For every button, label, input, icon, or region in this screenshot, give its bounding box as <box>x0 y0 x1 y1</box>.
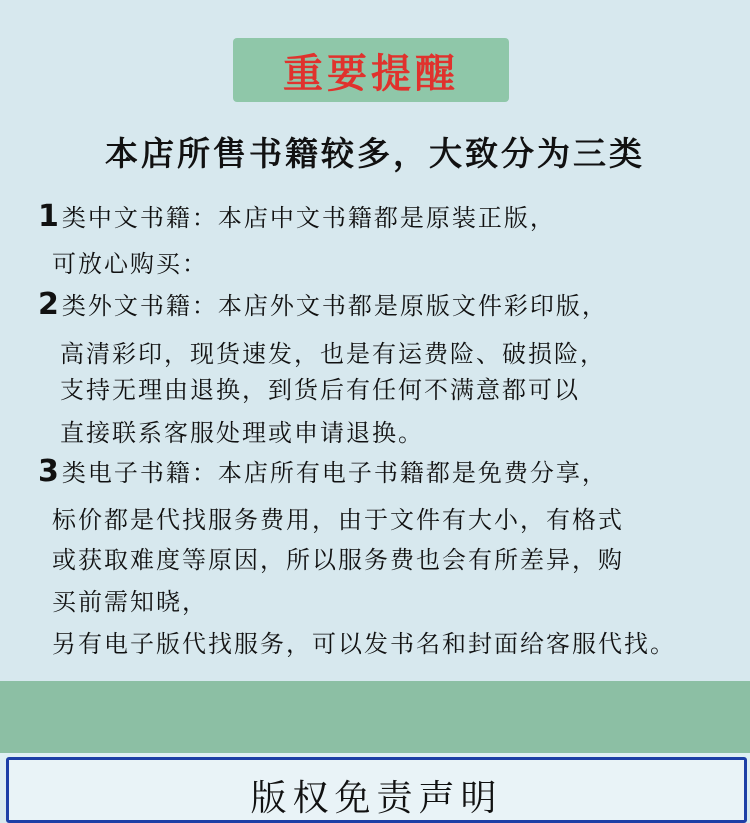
section-2-line-1 <box>38 286 608 322</box>
section-2-line-3: 支持无理由退换，到货后有任何不满意都可以 <box>60 376 580 404</box>
section-2-number: 2 <box>38 287 61 322</box>
section-2-line-2: 高清彩印，现货速发，也是有运费险、破损险， <box>60 340 606 368</box>
section-1-line-2: 可放心购买： <box>52 250 208 278</box>
section-3-line-5: 另有电子版代找服务，可以发书名和封面给客服代找。 <box>52 630 676 658</box>
section-2-line-4: 直接联系客服处理或申请退换。 <box>60 419 424 447</box>
section-2-text-1: 类外文书籍：本店外文书都是原版文件彩印版， <box>61 292 608 320</box>
section-1-line-1 <box>38 198 556 234</box>
section-3-number: 3 <box>38 454 61 489</box>
intro-heading: 本店所售书籍较多，大致分为三类 <box>105 134 645 173</box>
section-3-line-3: 或获取难度等原因，所以服务费也会有所差异，购 <box>52 546 624 574</box>
copyright-notice-box <box>6 757 747 823</box>
divider-band <box>0 681 750 753</box>
section-3-line-4: 买前需知晓， <box>52 588 208 616</box>
copyright-notice-title: 版权免责声明 <box>250 778 503 819</box>
title-banner <box>233 38 509 102</box>
page-title: 重要提醒 <box>283 49 459 97</box>
section-1-text-1: 类中文书籍：本店中文书籍都是原装正版， <box>61 204 556 232</box>
section-3-line-2: 标价都是代找服务费用，由于文件有大小，有格式 <box>52 506 624 534</box>
section-3-text-1: 类电子书籍：本店所有电子书籍都是免费分享， <box>61 459 608 487</box>
section-3-line-1 <box>38 453 608 489</box>
section-1-number: 1 <box>38 199 61 234</box>
